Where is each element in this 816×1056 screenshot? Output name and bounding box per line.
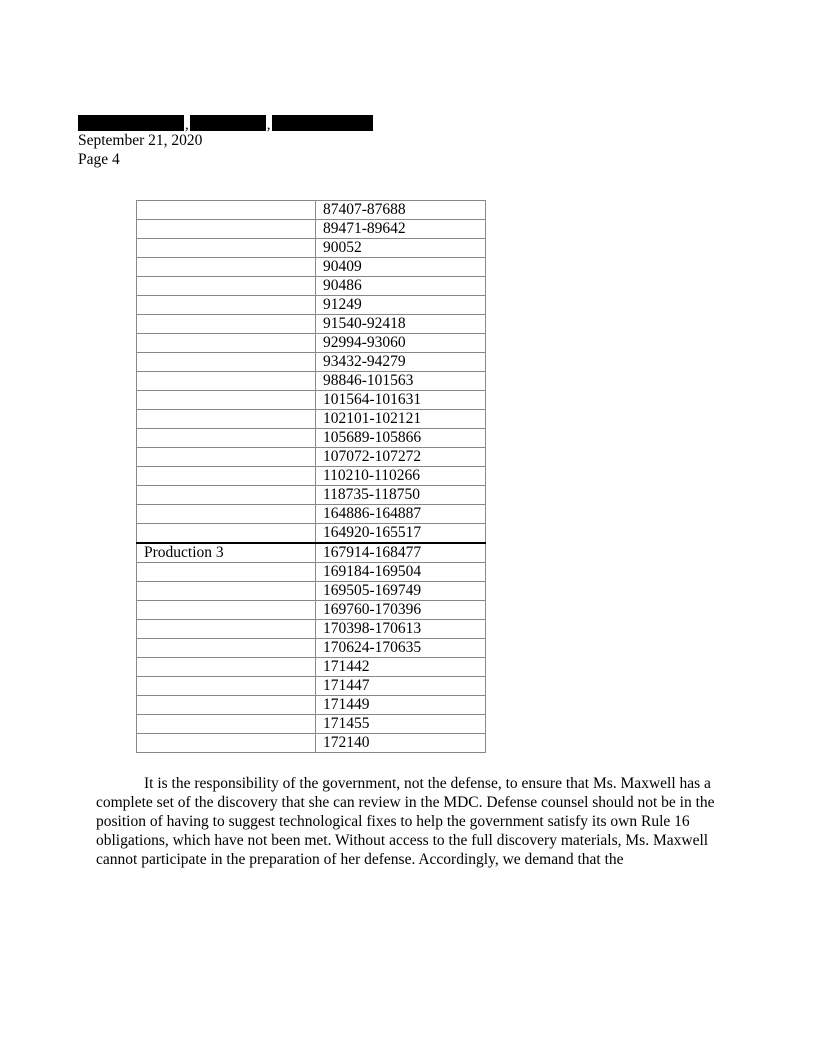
table-row: [137, 429, 486, 448]
bates-range-cell: 164886-164887: [316, 505, 486, 524]
redaction-block: [190, 115, 266, 131]
discovery-table: [136, 200, 486, 753]
bates-range-cell: 167914-168477: [316, 543, 486, 563]
table-row: [137, 524, 486, 544]
table-row: [137, 677, 486, 696]
production-label-cell: [137, 410, 316, 429]
production-label-cell: [137, 239, 316, 258]
table-row: [137, 658, 486, 677]
bates-range-cell: 172140: [316, 734, 486, 753]
production-label-cell: [137, 696, 316, 715]
production-label-cell: [137, 391, 316, 410]
table-row: [137, 410, 486, 429]
redaction-block: [78, 115, 184, 131]
production-label-cell: [137, 639, 316, 658]
production-label-cell: [137, 353, 316, 372]
production-label-cell: [137, 601, 316, 620]
production-label-cell: [137, 277, 316, 296]
production-label-cell: [137, 258, 316, 277]
page-number: Page 4: [78, 151, 120, 168]
production-label-cell: [137, 563, 316, 582]
production-label-cell: [137, 315, 316, 334]
body-text: [96, 774, 736, 869]
bates-range-cell: 169760-170396: [316, 601, 486, 620]
table-row: [137, 201, 486, 220]
table-row: [137, 258, 486, 277]
production-label-cell: [137, 715, 316, 734]
bates-range-cell: 170624-170635: [316, 639, 486, 658]
bates-range-cell: 171455: [316, 715, 486, 734]
bates-range-cell: 90052: [316, 239, 486, 258]
bates-range-cell: 110210-110266: [316, 467, 486, 486]
bates-range-cell: 107072-107272: [316, 448, 486, 467]
body-paragraph: It is the responsibility of the government, not the defense, to ensure that Ms. Maxwell has a complete set of the discovery that she can review in the MDC. Defense counsel should not be in the position of having to suggest technological fixes to help the government satisfy its own Rule 16 obligations, which have not been met. Without access to the full discovery materials, Ms. Maxwell cannot participate in the preparation of her defense. Accordingly, we demand that the: [96, 775, 715, 868]
production-label-cell: [137, 734, 316, 753]
table-row: [137, 734, 486, 753]
table-row: [137, 334, 486, 353]
bates-range-cell: 118735-118750: [316, 486, 486, 505]
table-row: [137, 391, 486, 410]
letter-date: September 21, 2020: [78, 132, 203, 149]
table-row: [137, 239, 486, 258]
bates-range-cell: 87407-87688: [316, 201, 486, 220]
letter-header: [78, 114, 373, 169]
table-row: [137, 296, 486, 315]
bates-range-cell: 90486: [316, 277, 486, 296]
table-row: [137, 486, 486, 505]
production-label-cell: [137, 467, 316, 486]
production-label-cell: [137, 334, 316, 353]
table-row: [137, 563, 486, 582]
production-label-cell: [137, 429, 316, 448]
production-label-cell: [137, 524, 316, 544]
table-row: [137, 620, 486, 639]
bates-range-cell: 92994-93060: [316, 334, 486, 353]
table-row: [137, 505, 486, 524]
table-row: [137, 543, 486, 563]
table-row: [137, 715, 486, 734]
discovery-table-body: [137, 201, 486, 753]
table-row: [137, 448, 486, 467]
bates-range-cell: 164920-165517: [316, 524, 486, 544]
bates-range-cell: 171447: [316, 677, 486, 696]
bates-range-cell: 91540-92418: [316, 315, 486, 334]
bates-range-cell: 170398-170613: [316, 620, 486, 639]
production-label-cell: [137, 220, 316, 239]
table-row: [137, 582, 486, 601]
redacted-recipients: [78, 114, 373, 131]
production-label-cell: Production 3: [137, 543, 316, 563]
production-label-cell: [137, 658, 316, 677]
redaction-block: [272, 115, 373, 131]
table-row: [137, 696, 486, 715]
table-row: [137, 601, 486, 620]
bates-range-cell: 90409: [316, 258, 486, 277]
comma: ,: [266, 117, 271, 133]
bates-range-cell: 93432-94279: [316, 353, 486, 372]
production-label-cell: [137, 677, 316, 696]
bates-range-cell: 98846-101563: [316, 372, 486, 391]
production-label-cell: [137, 620, 316, 639]
bates-range-cell: 89471-89642: [316, 220, 486, 239]
production-label-cell: [137, 448, 316, 467]
bates-range-cell: 91249: [316, 296, 486, 315]
bates-range-cell: 102101-102121: [316, 410, 486, 429]
table-row: [137, 315, 486, 334]
table-row: [137, 639, 486, 658]
production-label-cell: [137, 296, 316, 315]
table-row: [137, 467, 486, 486]
production-label-cell: [137, 486, 316, 505]
table-row: [137, 372, 486, 391]
bates-range-cell: 171449: [316, 696, 486, 715]
bates-range-cell: 169505-169749: [316, 582, 486, 601]
production-label-cell: [137, 372, 316, 391]
bates-range-cell: 105689-105866: [316, 429, 486, 448]
table-row: [137, 277, 486, 296]
production-label-cell: [137, 505, 316, 524]
table-row: [137, 220, 486, 239]
bates-range-cell: 101564-101631: [316, 391, 486, 410]
bates-range-cell: 171442: [316, 658, 486, 677]
production-label-cell: [137, 201, 316, 220]
bates-range-cell: 169184-169504: [316, 563, 486, 582]
production-label-cell: [137, 582, 316, 601]
table-row: [137, 353, 486, 372]
comma: ,: [185, 117, 189, 133]
